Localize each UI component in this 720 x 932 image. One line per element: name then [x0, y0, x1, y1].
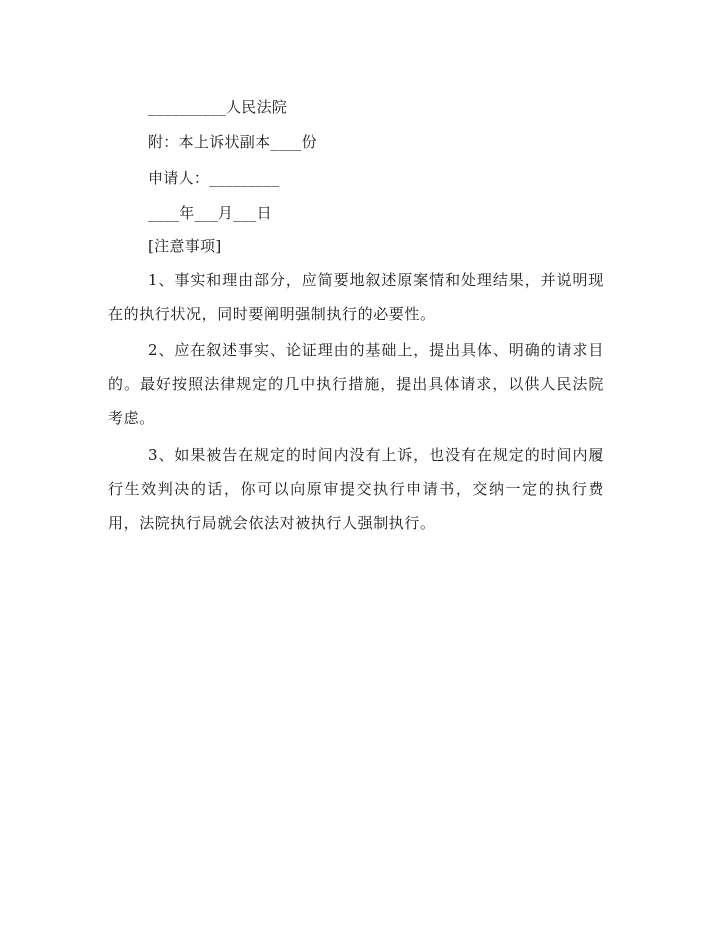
- note-paragraph-3: 3、如果被告在规定的时间内没有上诉，也没有在规定的时间内履行生效判决的话，你可以向原审提交执行申请书，交纳一定的执行费用，法院执行局就会依法对被执行人强制执行。: [108, 446, 604, 532]
- notes-heading: [注意事项]: [148, 237, 222, 255]
- note-paragraph-2: 2、应在叙述事实、论证理由的基础上，提出具体、明确的请求目的。最好按照法律规定的几中执行措施，提出具体请求，以供人民法院考虑。: [108, 341, 604, 427]
- attachment-line: 附：本上诉状副本____份: [148, 133, 317, 151]
- court-line: __________人民法院: [148, 98, 288, 116]
- note-paragraph-1: 1、事实和理由部分，应简要地叙述原案情和处理结果，并说明现在的执行状况，同时要阐明强制执行的必要性。: [108, 271, 604, 323]
- date-line: ____年___月___日: [148, 204, 272, 222]
- applicant-line: 申请人：_________: [148, 169, 280, 187]
